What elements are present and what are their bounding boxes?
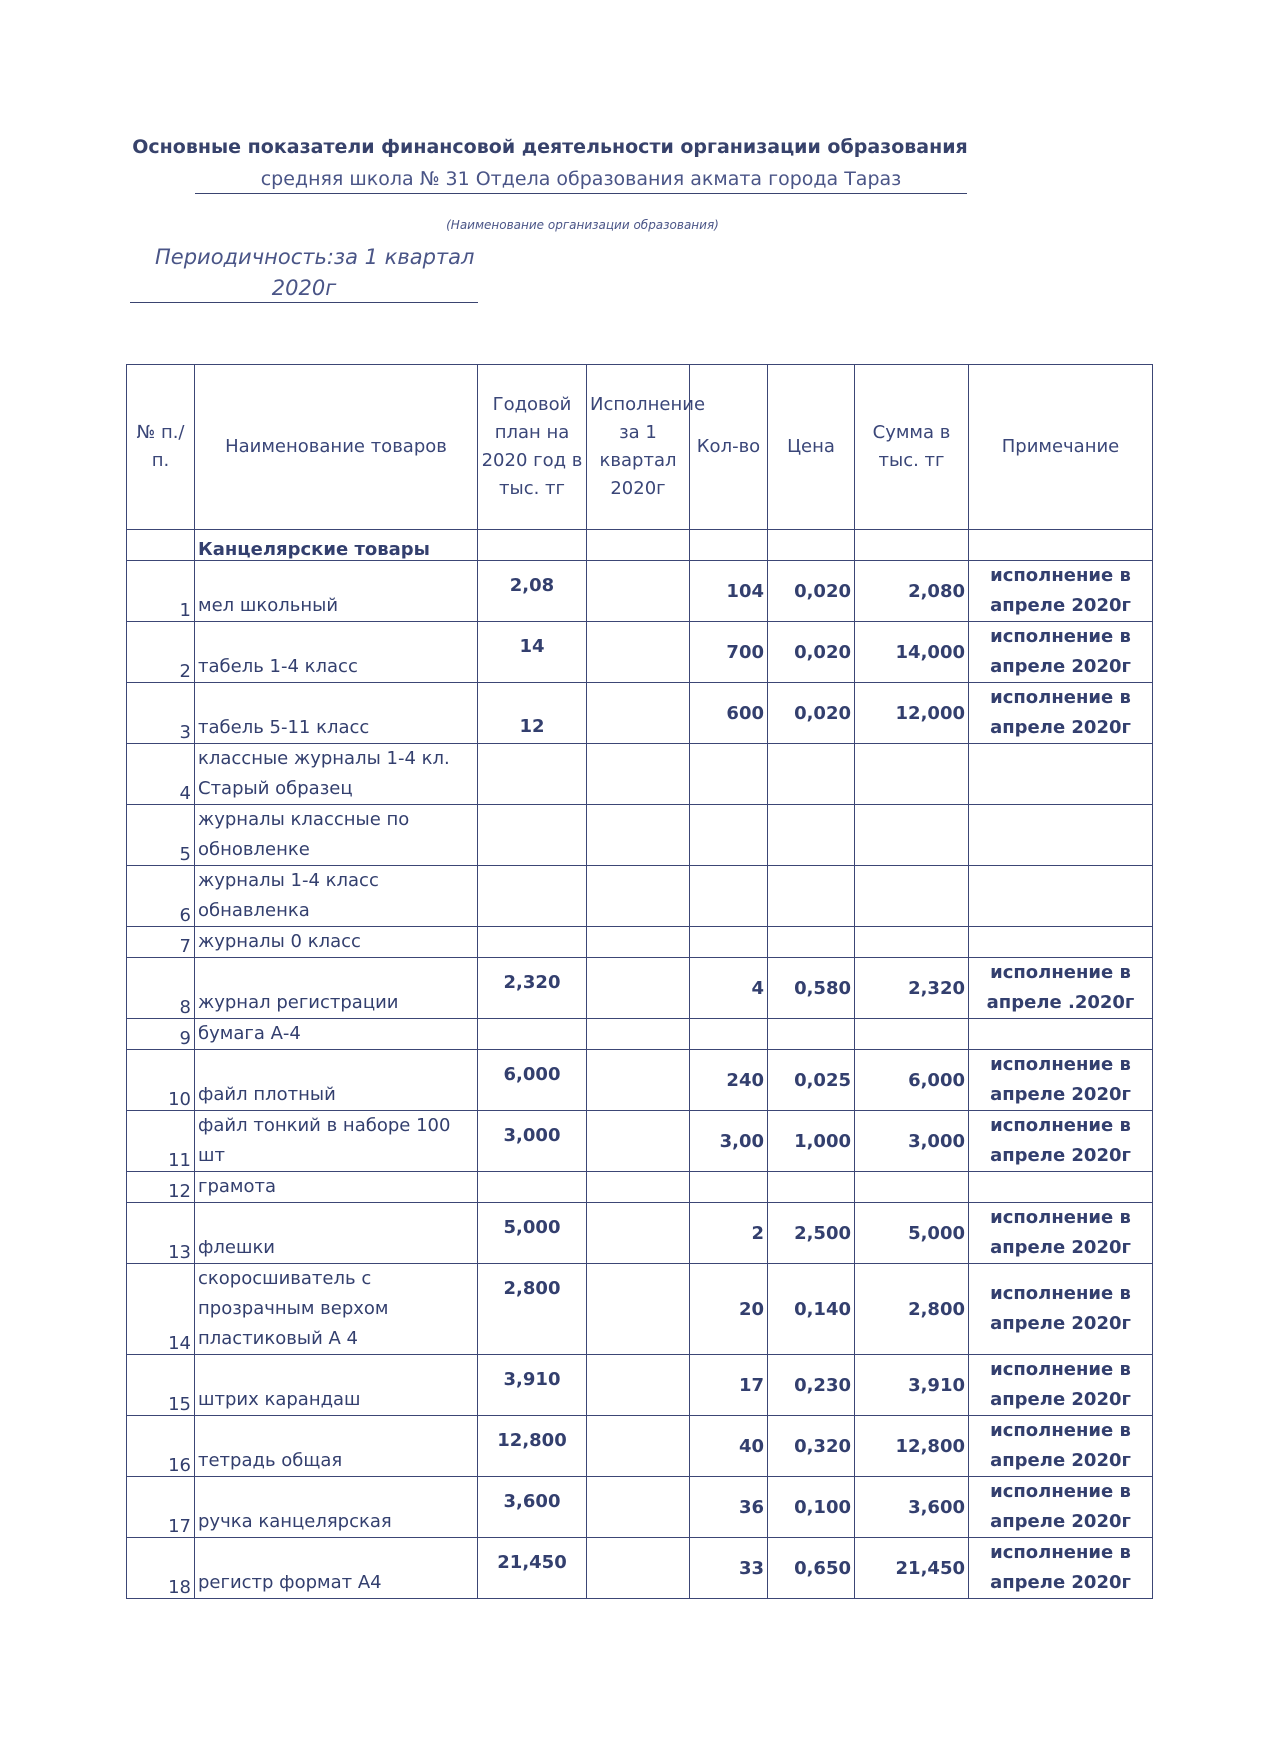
sum: 5,000 <box>855 1203 969 1264</box>
sum: 2,800 <box>855 1264 969 1355</box>
row-number: 9 <box>127 1019 195 1050</box>
row-number: 14 <box>127 1264 195 1355</box>
row-number: 6 <box>127 866 195 927</box>
periodicity-label: Периодичность:за 1 квартал <box>155 245 475 269</box>
annual-plan: 3,910 <box>478 1355 587 1416</box>
table-row <box>127 561 1153 622</box>
quarter-execution <box>587 561 690 622</box>
row-number: 17 <box>127 1477 195 1538</box>
price: 1,000 <box>768 1111 855 1172</box>
sum: 3,000 <box>855 1111 969 1172</box>
annual-plan: 12 <box>478 683 587 744</box>
row-number: 12 <box>127 1172 195 1203</box>
row-number: 3 <box>127 683 195 744</box>
sum: 3,910 <box>855 1355 969 1416</box>
quantity: 104 <box>690 561 768 622</box>
quarter-execution <box>587 744 690 805</box>
price <box>768 744 855 805</box>
price <box>768 1019 855 1050</box>
table-row <box>127 805 1153 866</box>
table-row <box>127 1416 1153 1477</box>
note: исполнение в апреле 2020г <box>969 1050 1153 1111</box>
table-row <box>127 744 1153 805</box>
table-row <box>127 1355 1153 1416</box>
category-label: Канцелярские товары <box>195 530 478 561</box>
item-name: штрих карандаш <box>195 1355 478 1416</box>
quantity: 33 <box>690 1538 768 1599</box>
item-name: флешки <box>195 1203 478 1264</box>
row-number: 10 <box>127 1050 195 1111</box>
table-row <box>127 1264 1153 1355</box>
quarter-execution <box>587 1111 690 1172</box>
quarter-execution <box>587 622 690 683</box>
sum: 2,080 <box>855 561 969 622</box>
sum <box>855 1019 969 1050</box>
quarter-execution <box>587 1416 690 1477</box>
price: 0,020 <box>768 622 855 683</box>
price: 0,230 <box>768 1355 855 1416</box>
quarter-execution <box>587 805 690 866</box>
quantity: 40 <box>690 1416 768 1477</box>
item-name: регистр формат А4 <box>195 1538 478 1599</box>
document-title: Основные показатели финансовой деятельности организации образования <box>132 136 968 158</box>
row-number: 15 <box>127 1355 195 1416</box>
row-number: 11 <box>127 1111 195 1172</box>
note: исполнение в апреле 2020г <box>969 1355 1153 1416</box>
price <box>768 1172 855 1203</box>
item-name: табель 5-11 класс <box>195 683 478 744</box>
note: исполнение в апреле 2020г <box>969 683 1153 744</box>
col-header-execution: Исполнение за 1 квартал 2020г <box>587 365 690 530</box>
annual-plan: 2,800 <box>478 1264 587 1355</box>
table-row <box>127 1019 1153 1050</box>
category-row <box>127 530 1153 561</box>
note: исполнение в апреле 2020г <box>969 1477 1153 1538</box>
period-year: 2020г <box>130 276 478 303</box>
price: 2,500 <box>768 1203 855 1264</box>
quarter-execution <box>587 1203 690 1264</box>
quantity: 4 <box>690 958 768 1019</box>
quarter-execution <box>587 1019 690 1050</box>
quantity: 240 <box>690 1050 768 1111</box>
item-name: мел школьный <box>195 561 478 622</box>
note <box>969 866 1153 927</box>
annual-plan <box>478 805 587 866</box>
quantity: 20 <box>690 1264 768 1355</box>
sum <box>855 927 969 958</box>
item-name: журналы 1-4 класс обнавленка <box>195 866 478 927</box>
sum <box>855 744 969 805</box>
note: исполнение в апреле 2020г <box>969 1416 1153 1477</box>
annual-plan: 3,000 <box>478 1111 587 1172</box>
quantity <box>690 1019 768 1050</box>
organization-caption: (Наименование организации образования) <box>446 218 719 232</box>
row-number: 8 <box>127 958 195 1019</box>
item-name: файл тонкий в наборе 100 шт <box>195 1111 478 1172</box>
item-name: табель 1-4 класс <box>195 622 478 683</box>
quarter-execution <box>587 683 690 744</box>
row-number: 16 <box>127 1416 195 1477</box>
quantity: 3,00 <box>690 1111 768 1172</box>
quarter-execution <box>587 1538 690 1599</box>
annual-plan: 2,08 <box>478 561 587 622</box>
sum: 21,450 <box>855 1538 969 1599</box>
note: исполнение в апреле .2020г <box>969 958 1153 1019</box>
note <box>969 1172 1153 1203</box>
price: 0,020 <box>768 561 855 622</box>
note: исполнение в апреле 2020г <box>969 1203 1153 1264</box>
sum <box>855 805 969 866</box>
note: исполнение в апреле 2020г <box>969 1264 1153 1355</box>
annual-plan: 3,600 <box>478 1477 587 1538</box>
quantity <box>690 744 768 805</box>
annual-plan <box>478 744 587 805</box>
table-row <box>127 683 1153 744</box>
sum: 12,800 <box>855 1416 969 1477</box>
note <box>969 744 1153 805</box>
quarter-execution <box>587 1172 690 1203</box>
quantity: 17 <box>690 1355 768 1416</box>
col-header-name: Наименование товаров <box>195 365 478 530</box>
col-header-sum: Сумма в тыс. тг <box>855 365 969 530</box>
item-name: классные журналы 1-4 кл. Старый образец <box>195 744 478 805</box>
sum: 2,320 <box>855 958 969 1019</box>
note: исполнение в апреле 2020г <box>969 622 1153 683</box>
quarter-execution <box>587 958 690 1019</box>
organization-name: средняя школа № 31 Отдела образования акмата города Тараз <box>195 168 967 194</box>
col-header-quantity: Кол-во <box>690 365 768 530</box>
note <box>969 805 1153 866</box>
row-number: 7 <box>127 927 195 958</box>
quarter-execution <box>587 1477 690 1538</box>
price: 0,650 <box>768 1538 855 1599</box>
quantity <box>690 866 768 927</box>
price <box>768 866 855 927</box>
item-name: журнал регистрации <box>195 958 478 1019</box>
financial-table <box>126 364 1153 1599</box>
annual-plan: 6,000 <box>478 1050 587 1111</box>
table-header-row <box>127 365 1153 530</box>
annual-plan: 2,320 <box>478 958 587 1019</box>
price <box>768 927 855 958</box>
table-row <box>127 1538 1153 1599</box>
item-name: ручка канцелярская <box>195 1477 478 1538</box>
table-row <box>127 927 1153 958</box>
table-row <box>127 958 1153 1019</box>
quantity <box>690 1172 768 1203</box>
item-name: тетрадь общая <box>195 1416 478 1477</box>
sum: 6,000 <box>855 1050 969 1111</box>
col-header-price: Цена <box>768 365 855 530</box>
table-row <box>127 1477 1153 1538</box>
annual-plan <box>478 1019 587 1050</box>
table-row <box>127 1172 1153 1203</box>
annual-plan <box>478 1172 587 1203</box>
col-header-note: Примечание <box>969 365 1153 530</box>
price: 0,025 <box>768 1050 855 1111</box>
row-number: 18 <box>127 1538 195 1599</box>
quantity <box>690 927 768 958</box>
col-header-plan: Годовой план на 2020 год в тыс. тг <box>478 365 587 530</box>
item-name: грамота <box>195 1172 478 1203</box>
row-number: 13 <box>127 1203 195 1264</box>
note: исполнение в апреле 2020г <box>969 561 1153 622</box>
annual-plan: 5,000 <box>478 1203 587 1264</box>
price: 0,020 <box>768 683 855 744</box>
item-name: журналы 0 класс <box>195 927 478 958</box>
note <box>969 1019 1153 1050</box>
sum: 3,600 <box>855 1477 969 1538</box>
price: 0,100 <box>768 1477 855 1538</box>
sum: 14,000 <box>855 622 969 683</box>
price <box>768 805 855 866</box>
note: исполнение в апреле 2020г <box>969 1538 1153 1599</box>
table-row <box>127 622 1153 683</box>
annual-plan: 21,450 <box>478 1538 587 1599</box>
item-name: файл плотный <box>195 1050 478 1111</box>
price: 0,140 <box>768 1264 855 1355</box>
item-name: журналы классные по обновленке <box>195 805 478 866</box>
table-row <box>127 1111 1153 1172</box>
quarter-execution <box>587 1355 690 1416</box>
price: 0,320 <box>768 1416 855 1477</box>
table-row <box>127 866 1153 927</box>
quantity: 600 <box>690 683 768 744</box>
quantity: 36 <box>690 1477 768 1538</box>
note: исполнение в апреле 2020г <box>969 1111 1153 1172</box>
sum <box>855 866 969 927</box>
annual-plan: 12,800 <box>478 1416 587 1477</box>
sum <box>855 1172 969 1203</box>
quarter-execution <box>587 927 690 958</box>
table-row <box>127 1203 1153 1264</box>
row-number: 2 <box>127 622 195 683</box>
col-header-number: № п./п. <box>127 365 195 530</box>
note <box>969 927 1153 958</box>
quarter-execution <box>587 1050 690 1111</box>
sum: 12,000 <box>855 683 969 744</box>
row-number: 4 <box>127 744 195 805</box>
row-number: 1 <box>127 561 195 622</box>
annual-plan <box>478 927 587 958</box>
item-name: скоросшиватель с прозрачным верхом пластиковый А 4 <box>195 1264 478 1355</box>
quarter-execution <box>587 1264 690 1355</box>
price: 0,580 <box>768 958 855 1019</box>
annual-plan <box>478 866 587 927</box>
quantity: 2 <box>690 1203 768 1264</box>
annual-plan: 14 <box>478 622 587 683</box>
table-row <box>127 1050 1153 1111</box>
row-number: 5 <box>127 805 195 866</box>
quantity: 700 <box>690 622 768 683</box>
quantity <box>690 805 768 866</box>
quarter-execution <box>587 866 690 927</box>
item-name: бумага А-4 <box>195 1019 478 1050</box>
